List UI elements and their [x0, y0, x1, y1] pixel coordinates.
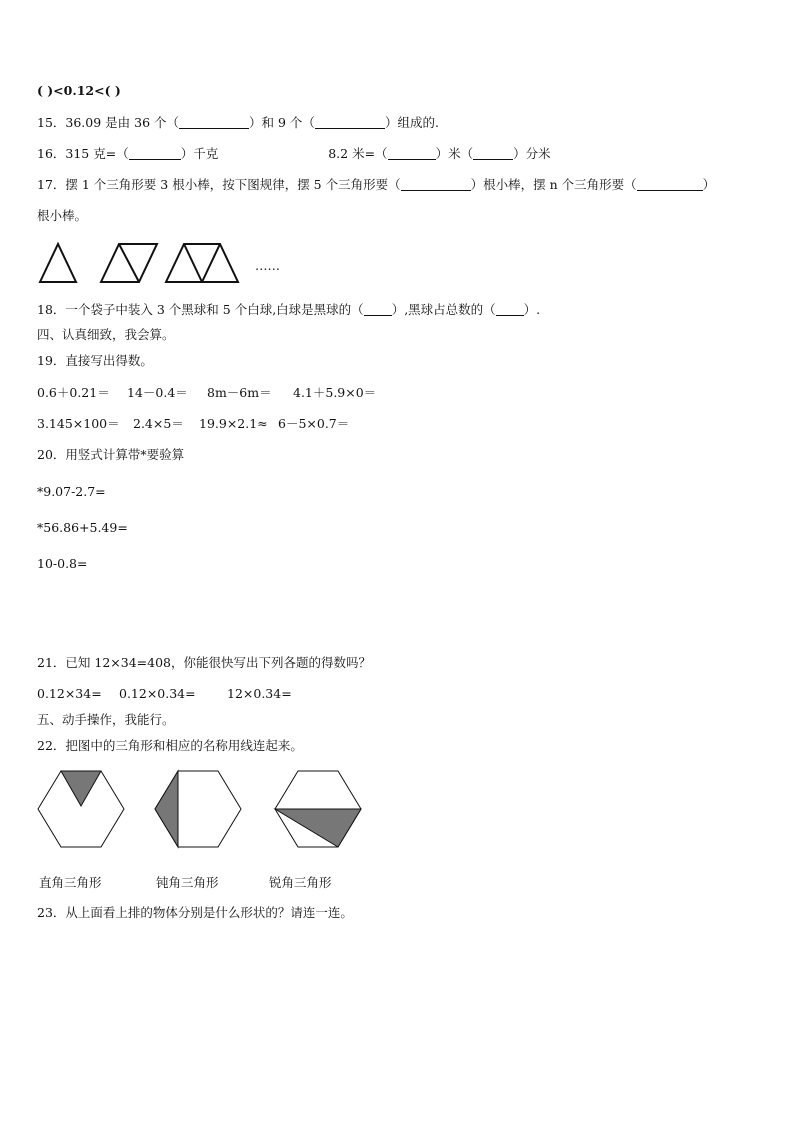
shaded-triangle-2 [155, 771, 178, 847]
question-18: 18．一个袋子中装入 3 个黑球和 5 个白球,白球是黑球的（ ）,黑球占总数的（ ）. [37, 302, 541, 317]
pattern-three-triangles [166, 244, 238, 282]
question-23: 23．从上面看上排的物体分别是什么形状的？请连一连。 [37, 905, 353, 920]
question-19-row-1: 0.6＋0.21＝ 14－0.4＝ 8m－6m＝ 4.1＋5.9×0＝ [37, 385, 377, 400]
question-19-row-2: 3.145×100＝ 2.4×5＝ 19.9×2.1≈ 6－5×0.7＝ [37, 416, 350, 431]
answer-blank[interactable] [388, 147, 436, 160]
pattern-ellipsis: …… [255, 258, 280, 273]
question-14: ( )<0.12<( ) [37, 83, 121, 98]
answer-blank[interactable] [473, 147, 513, 160]
question-22: 22．把图中的三角形和相应的名称用线连起来。 [37, 738, 303, 753]
triangle-pattern-figure [36, 240, 286, 285]
answer-blank[interactable] [401, 178, 471, 191]
label-obtuse-triangle: 钝角三角形 [156, 875, 219, 890]
question-20-b: *56.86+5.49= [37, 520, 128, 535]
question-17-tail: 根小棒。 [37, 208, 88, 223]
section-5-heading: 五、动手操作，我能行。 [37, 712, 175, 727]
hexagon-figures [36, 768, 366, 850]
answer-blank[interactable] [129, 147, 181, 160]
section-4-heading: 四、认真细致，我会算。 [37, 327, 175, 342]
question-21-row: 0.12×34= 0.12×0.34= 12×0.34= [37, 686, 292, 701]
question-21: 21．已知 12×34=408，你能很快写出下列各题的得数吗？ [37, 655, 371, 670]
label-right-triangle: 直角三角形 [39, 875, 102, 890]
answer-blank[interactable] [179, 116, 249, 129]
question-15: 15．36.09 是由 36 个（ ）和 9 个（ ）组成的. [37, 115, 439, 130]
question-17: 17．摆 1 个三角形要 3 根小棒，按下图规律，摆 5 个三角形要（ ）根小棒，摆 n 个三角形要（ ） [37, 177, 716, 192]
question-20-c: 10-0.8= [37, 556, 88, 571]
answer-blank[interactable] [364, 303, 392, 316]
question-19: 19．直接写出得数。 [37, 353, 153, 368]
answer-blank[interactable] [315, 116, 385, 129]
answer-blank[interactable] [496, 303, 524, 316]
question-20: 20．用竖式计算带*要验算 [37, 447, 185, 462]
answer-blank[interactable] [637, 178, 703, 191]
pattern-one-triangle [40, 244, 76, 282]
question-16: 16．315 克=（ ）千克 8.2 米=（ ）米（ ）分米 [37, 146, 551, 161]
label-acute-triangle: 锐角三角形 [269, 875, 332, 890]
question-20-a: *9.07-2.7= [37, 484, 106, 499]
